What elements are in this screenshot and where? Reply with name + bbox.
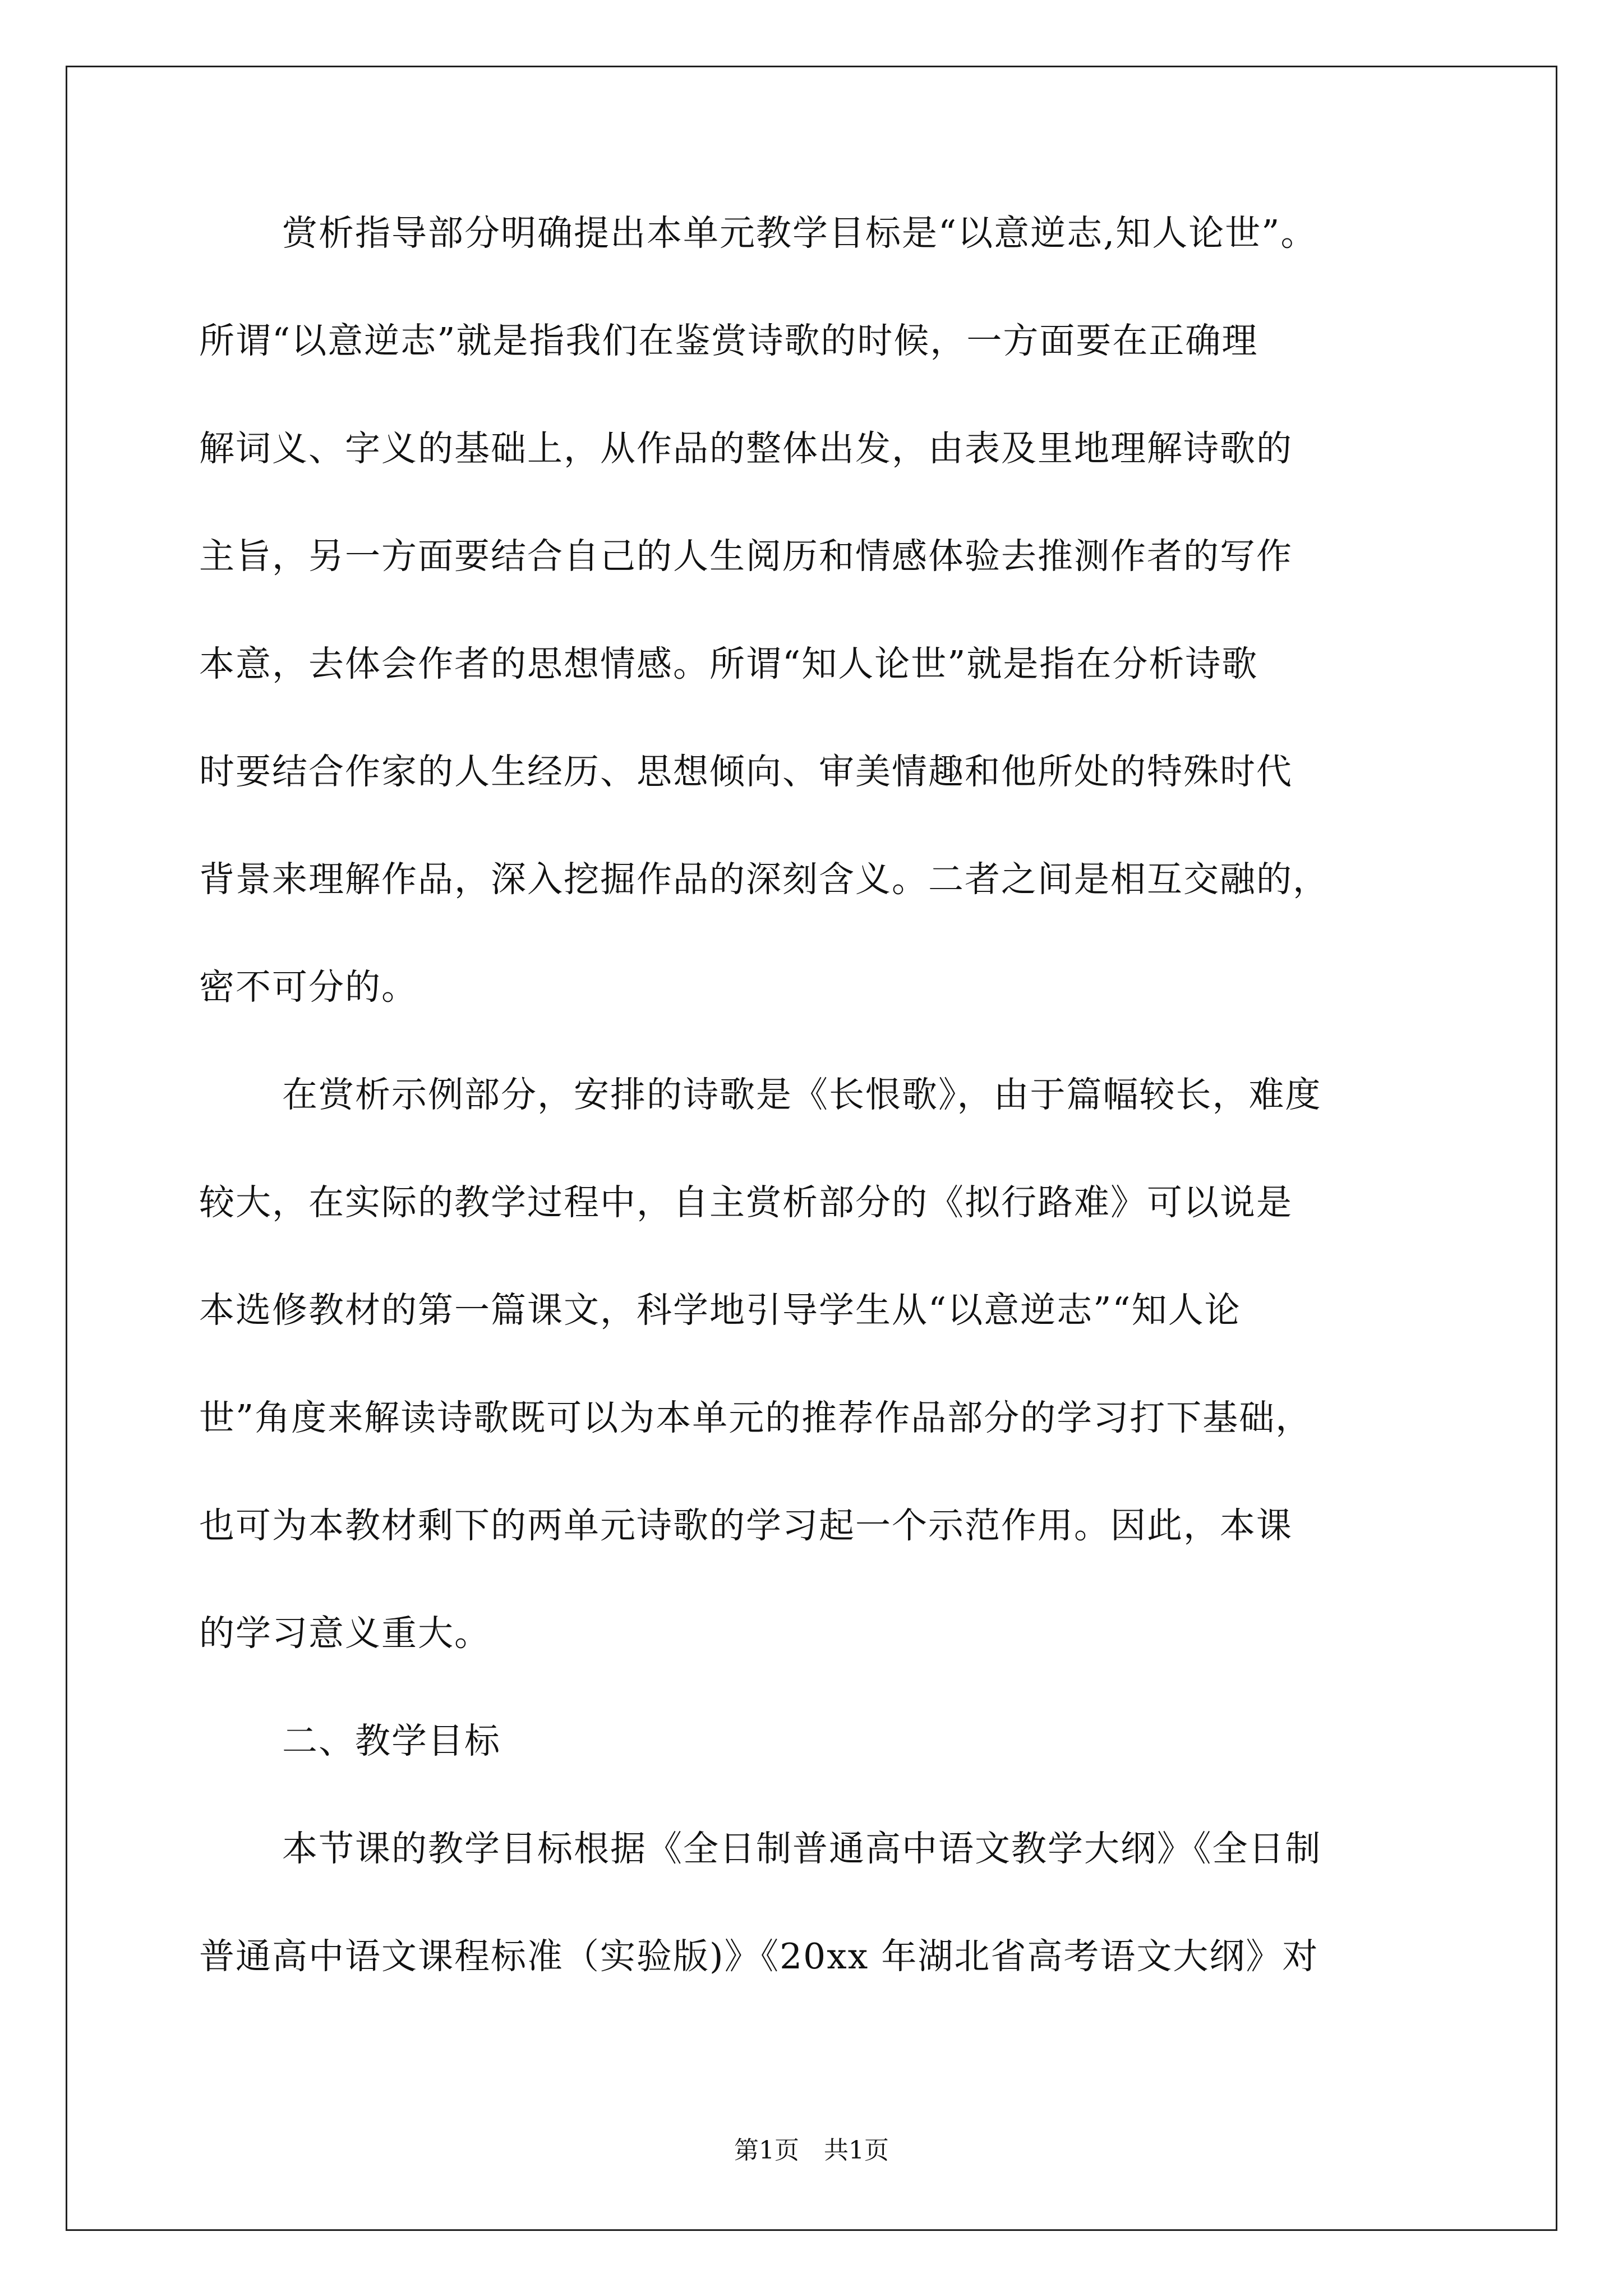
paragraph-1-line-3: 解词义、字义的基础上，从作品的整体出发，由表及里地理解诗歌的 [199, 428, 1293, 469]
paragraph-1-line-1: 赏析指导部分明确提出本单元教学目标是“以意逆志,知人论世”。 [282, 213, 1317, 254]
paragraph-2-line-4: 世”角度来解读诗歌既可以为本单元的推荐作品部分的学习打下基础， [199, 1397, 1312, 1438]
paragraph-1-line-5: 本意，去体会作者的思想情感。所谓“知人论世”就是指在分析诗歌 [199, 643, 1258, 684]
paragraph-1-line-6: 时要结合作家的人生经历、思想倾向、审美情趣和他所处的特殊时代 [199, 751, 1293, 792]
paragraph-1-line-2: 所谓“以意逆志”就是指我们在鉴赏诗歌的时候，一方面要在正确理 [199, 320, 1258, 361]
paragraph-1-line-8: 密不可分的。 [199, 967, 418, 1007]
paragraph-3-line-1: 本节课的教学目标根据《全日制普通高中语文教学大纲》《全日制 [282, 1828, 1322, 1869]
paragraph-2-line-3: 本选修教材的第一篇课文，科学地引导学生从“以意逆志”“知人论 [199, 1290, 1241, 1331]
document-body [199, 213, 1433, 2044]
paragraph-1-line-7: 背景来理解作品，深入挖掘作品的深刻含义。二者之间是相互交融的， [199, 859, 1329, 900]
paragraph-2-line-5: 也可为本教材剩下的两单元诗歌的学习起一个示范作用。因此，本课 [199, 1505, 1293, 1546]
paragraph-2-line-2: 较大，在实际的教学过程中，自主赏析部分的《拟行路难》可以说是 [199, 1182, 1293, 1223]
paragraph-1-line-4: 主旨，另一方面要结合自己的人生阅历和情感体验去推测作者的写作 [199, 536, 1293, 577]
paragraph-2-line-1: 在赏析示例部分，安排的诗歌是《长恨歌》，由于篇幅较长，难度 [282, 1074, 1322, 1115]
paragraph-3-line-2: 普通高中语文课程标准（实验版)》《20xx 年湖北省高考语文大纲》对 [199, 1936, 1319, 1977]
section-heading: 二、教学目标 [282, 1720, 501, 1761]
paragraph-2-line-6: 的学习意义重大。 [199, 1613, 491, 1654]
page-number-footer: 第1页 共1页 [734, 2136, 889, 2165]
